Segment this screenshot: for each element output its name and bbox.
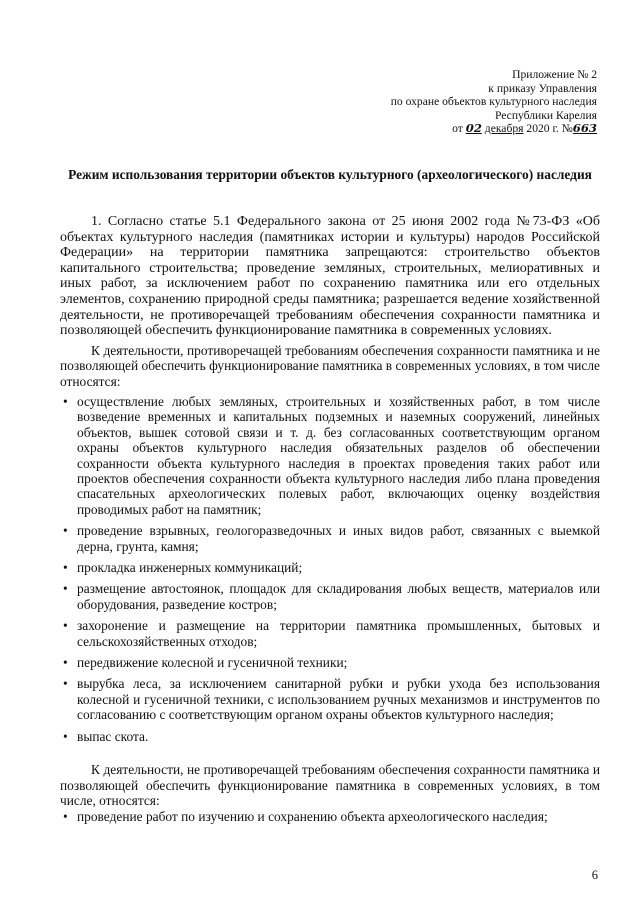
appendix-line-4: Республики Карелия xyxy=(494,108,597,122)
list-item xyxy=(60,676,600,722)
bullet-icon: • xyxy=(63,655,68,671)
list-item-text: прокладка инженерных коммуникаций; xyxy=(77,560,303,576)
bullet-icon: • xyxy=(63,618,68,634)
bullet-icon: • xyxy=(63,393,68,409)
list-item-text: захоронение и размещение на территории памятника промышленных, бытовых и сельскохозяйственных отходов; xyxy=(77,618,600,649)
appendix-line-1: Приложение № 2 xyxy=(512,68,597,81)
date-day: 02 xyxy=(465,121,482,136)
list-item-text: проведение работ по изучению и сохранению объекта археологического наследия; xyxy=(77,809,548,825)
list-item-text: выпас скота. xyxy=(77,728,149,744)
list-item-text: проведение взрывных, геологоразведочных и иных видов работ, связанных с выемкой дерна, грунта, камня; xyxy=(77,523,600,554)
list-item xyxy=(60,618,600,649)
bullet-icon: • xyxy=(63,676,68,692)
list-item xyxy=(60,560,600,575)
list-item xyxy=(60,809,600,824)
bullet-icon: • xyxy=(63,560,68,576)
list-item-text: осуществление любых земляных, строительных и хозяйственных работ, в том числе возведение временных и капитальных подземных и наземных сооружений, линейных объектов, вышек сотовой связи и т. д. без согласованных соответствующим органом охраны объектов культурного наследия обязательных разделов об обеспечении сохранности объекта культурного наследия в проектах проведения таких работ или проектов обеспечения сохранности объекта культурного наследия либо плана проведения спасательных археологических полевых работ, включающих оценку воздействия проводимых работ на памятник; xyxy=(77,393,600,517)
appendix-header xyxy=(391,68,597,136)
list-item-text: передвижение колесной и гусеничной техники; xyxy=(77,655,348,671)
paragraph-2: К деятельности, противоречащей требованиям обеспечения сохранности памятника и не позволяющей обеспечить функционирование памятника в современных условиях, в том числе относятся: xyxy=(60,342,600,389)
bullet-icon: • xyxy=(63,523,68,539)
list-item xyxy=(60,394,600,517)
date-prefix: от xyxy=(452,122,463,136)
bullet-icon: • xyxy=(63,728,68,744)
order-number: 663 xyxy=(572,121,597,136)
appendix-line-2: к приказу Управления xyxy=(488,81,597,95)
paragraph-3: К деятельности, не противоречащей требованиям обеспечения сохранности памятника и позволяющей обеспечить функционирование памятника в современных условиях, в том числе, относятся: xyxy=(60,762,600,808)
list-item-text: вырубка леса, за исключением санитарной рубки и рубки ухода без использования колесной и гусеничной техники, с использованием ручных механизмов и инструментов по согласованию с соответствующим органом охраны объектов культурного наследия; xyxy=(77,676,600,723)
date-month: декабря xyxy=(484,122,524,136)
list-item xyxy=(60,523,600,554)
list-item xyxy=(60,655,600,670)
allowed-list xyxy=(60,809,600,824)
appendix-date-line xyxy=(391,122,597,136)
date-year: 2020 г. № xyxy=(526,122,573,136)
appendix-line-3: по охране объектов культурного наследия xyxy=(390,95,597,109)
document-title: Режим использования территории объектов культурного (археологического) наследия xyxy=(68,167,592,182)
document-body xyxy=(60,214,600,831)
bullet-icon: • xyxy=(63,809,68,825)
prohibited-list xyxy=(60,394,600,744)
list-item-text: размещение автостоянок, площадок для складирования любых веществ, материалов или оборудования, разведение костров; xyxy=(77,581,600,612)
list-item xyxy=(60,729,600,744)
page-number: 6 xyxy=(591,868,598,882)
paragraph-1: 1. Согласно статье 5.1 Федерального закона от 25 июня 2002 года №73-ФЗ «Об объектах культурного наследия (памятниках истории и культуры) народов Российской Федерации» на территории памятника запрещаются: строительство объектов капитального строительства; проведение земляных, строительных, мелиоративных и иных работ, за исключением работ по сохранению памятника или его отдельных элементов, сохранению природной среды памятника; разрешается ведение хозяйственной деятельности, не противоречащей требованиям обеспечения сохранности памятника и позволяющей обеспечить функционирование памятника в современных условиях. xyxy=(60,214,600,339)
bullet-icon: • xyxy=(63,581,68,597)
list-item xyxy=(60,581,600,612)
